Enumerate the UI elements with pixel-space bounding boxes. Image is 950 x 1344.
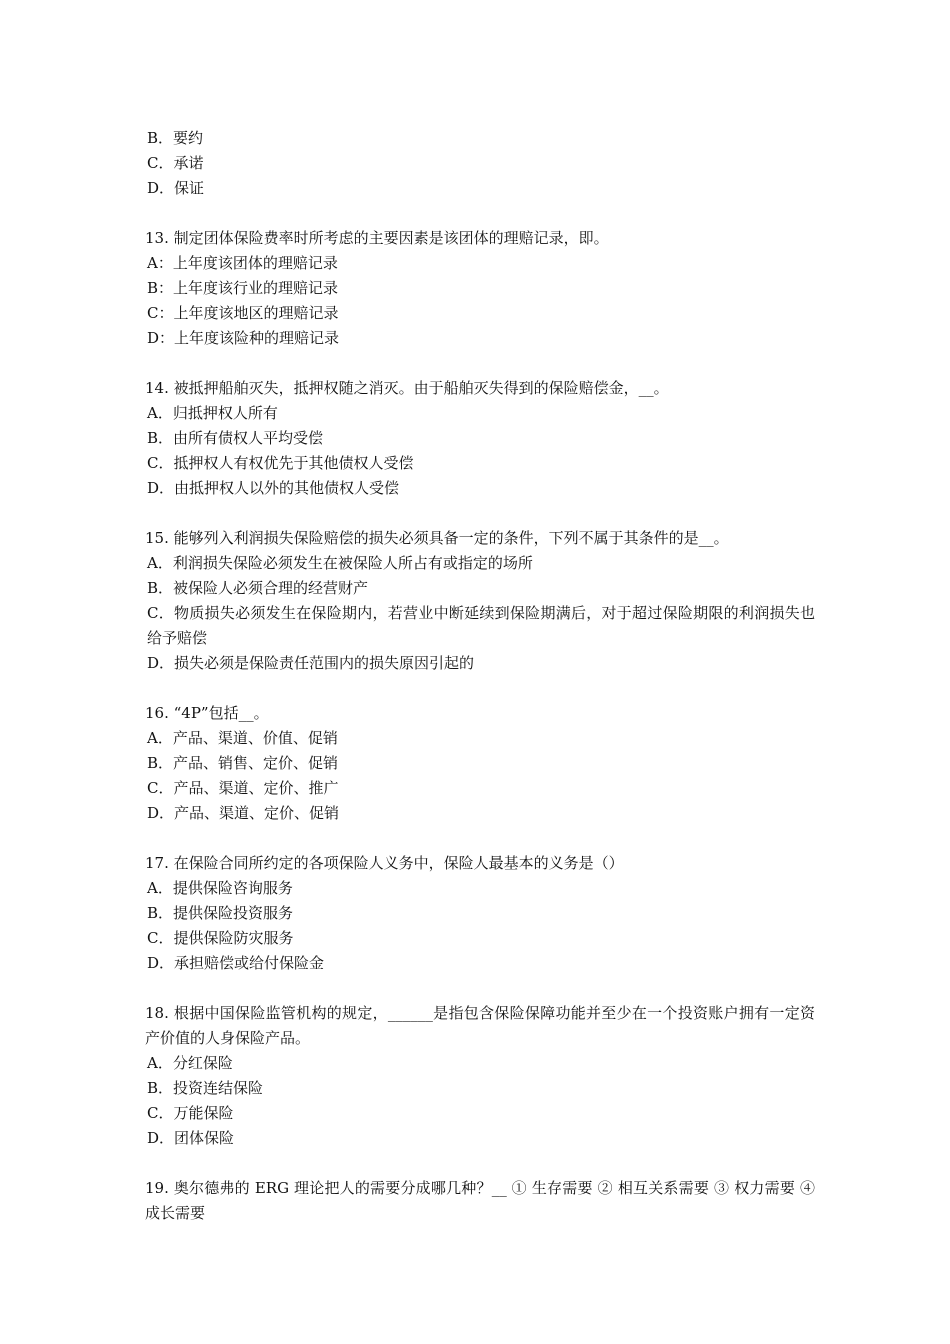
question-16 <box>145 701 815 826</box>
question-15 <box>145 526 815 676</box>
option-d: D．损失必须是保险责任范围内的损失原因引起的 <box>147 654 475 672</box>
question-17 <box>145 851 815 976</box>
question-14 <box>145 376 815 501</box>
document-page <box>145 126 820 1226</box>
question-stem: 13. 制定团体保险费率时所考虑的主要因素是该团体的理赔记录，即。 <box>145 229 609 247</box>
spacer <box>145 826 815 851</box>
question-stem: 14. 被抵押船舶灭失，抵押权随之消灭。由于船舶灭失得到的保险赔偿金，__。 <box>145 379 669 397</box>
option-a: A．提供保险咨询服务 <box>147 879 293 897</box>
option-c: C．物质损失必须发生在保险期内，若营业中断延续到保险期满后，对于超过保险期限的利润损失也给予赔偿 <box>147 604 815 647</box>
option-c: C：上年度该地区的理赔记录 <box>147 304 339 322</box>
option-d: D：上年度该险种的理赔记录 <box>147 329 340 347</box>
question-stem: 17. 在保险合同所约定的各项保险人义务中，保险人最基本的义务是（） <box>145 854 624 872</box>
option-c: C．抵押权人有权优先于其他债权人受偿 <box>147 454 414 472</box>
spacer <box>145 1151 815 1176</box>
option-c: C．产品、渠道、定价、推广 <box>147 779 339 797</box>
question-stem: 18. 根据中国保险监管机构的规定，______是指包含保险保障功能并至少在一个投资账户拥有一定资产价值的人身保险产品。 <box>145 1004 815 1047</box>
option-a: A．产品、渠道、价值、促销 <box>147 729 338 747</box>
spacer <box>145 676 815 701</box>
question-19 <box>145 1176 820 1226</box>
option-b: B：上年度该行业的理赔记录 <box>147 279 339 297</box>
option-a: A：上年度该团体的理赔记录 <box>147 254 338 272</box>
option-d: D．保证 <box>147 179 205 197</box>
option-b: B．被保险人必须合理的经营财产 <box>147 579 369 597</box>
spacer <box>145 976 815 1001</box>
option-c: C．承诺 <box>147 154 204 172</box>
question-stem: 15. 能够列入利润损失保险赔偿的损失必须具备一定的条件，下列不属于其条件的是__。 <box>145 529 729 547</box>
option-a: A．分红保险 <box>147 1054 233 1072</box>
option-d: D．由抵押权人以外的其他债权人受偿 <box>147 479 400 497</box>
option-b: B．要约 <box>147 129 204 147</box>
option-c: C．提供保险防灾服务 <box>147 929 294 947</box>
spacer <box>145 351 815 376</box>
option-c: C．万能保险 <box>147 1104 234 1122</box>
option-b: B．产品、销售、定价、促销 <box>147 754 339 772</box>
option-b: B．提供保险投资服务 <box>147 904 294 922</box>
question-18 <box>145 1001 815 1151</box>
option-b: B．由所有债权人平均受偿 <box>147 429 324 447</box>
option-a: A．归抵押权人所有 <box>147 404 278 422</box>
option-d: D．产品、渠道、定价、促销 <box>147 804 340 822</box>
question-13 <box>145 226 815 351</box>
question-stem: 19. 奥尔德弗的 ERG 理论把人的需要分成哪几种？__ ① 生存需要 ② 相互关系需要 ③ 权力需要 ④ 成长需要 <box>145 1179 820 1222</box>
option-a: A．利润损失保险必须发生在被保险人所占有或指定的场所 <box>147 554 533 572</box>
option-d: D．团体保险 <box>147 1129 235 1147</box>
question-stem: 16. “4P”包括__。 <box>145 704 269 722</box>
lead-options <box>145 126 815 201</box>
option-d: D．承担赔偿或给付保险金 <box>147 954 325 972</box>
option-b: B．投资连结保险 <box>147 1079 264 1097</box>
spacer <box>145 201 815 226</box>
spacer <box>145 501 815 526</box>
